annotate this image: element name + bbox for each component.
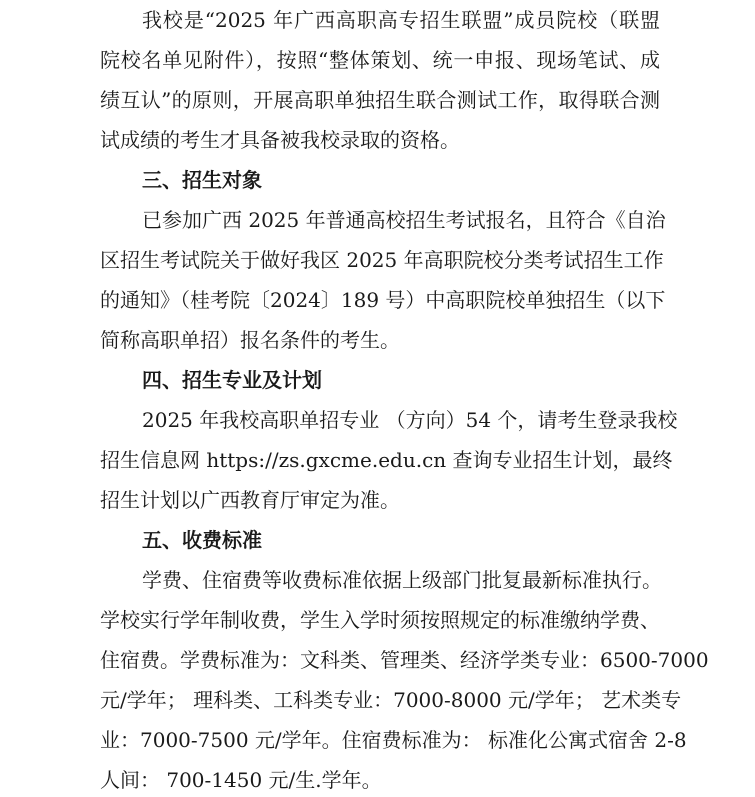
- section3-line-4: 简称高职单招）报名条件的考生。: [100, 328, 400, 352]
- section-heading-enrollment-target: 三、招生对象: [142, 168, 262, 192]
- section3-line-2: 区招生考试院关于做好我区 2025 年高职院校分类考试招生工作: [100, 248, 664, 272]
- section3-line-1: 已参加广西 2025 年普通高校招生考试报名，且符合《自治: [142, 208, 666, 232]
- section3-line-3: 的通知》（桂考院〔2024〕189 号）中高职院校单独招生（以下: [100, 288, 666, 312]
- section5-line-4: 元/学年； 理科类、工科类专业：7000-8000 元/学年； 艺术类专: [100, 688, 682, 712]
- section-heading-majors-and-plan: 四、招生专业及计划: [142, 368, 322, 392]
- section5-line-1: 学费、住宿费等收费标准依据上级部门批复最新标准执行。: [142, 568, 662, 592]
- intro-line-2: 院校名单见附件），按照“整体策划、统一申报、现场笔试、成: [100, 48, 660, 72]
- section5-line-3: 住宿费。学费标准为：文科类、管理类、经济学类专业：6500-7000: [100, 648, 709, 672]
- section4-line-3: 招生计划以广西教育厅审定为准。: [100, 488, 400, 512]
- section4-line-1: 2025 年我校高职单招专业 （方向）54 个，请考生登录我校: [142, 408, 678, 432]
- intro-line-1: 我校是“2025 年广西高职高专招生联盟”成员院校（联盟: [142, 8, 660, 32]
- section5-line-6: 人间： 700-1450 元/生.学年。: [100, 768, 382, 792]
- section-heading-fee-standards: 五、收费标准: [142, 528, 262, 552]
- intro-line-4: 试成绩的考生才具备被我校录取的资格。: [100, 128, 460, 152]
- intro-line-3: 绩互认”的原则，开展高职单独招生联合测试工作，取得联合测: [100, 88, 660, 112]
- section4-line-2: 招生信息网 https://zs.gxcme.edu.cn 查询专业招生计划，最终: [100, 448, 673, 472]
- section5-line-5: 业：7000-7500 元/学年。住宿费标准为： 标准化公寓式宿舍 2-8: [100, 728, 687, 752]
- section5-line-2: 学校实行学年制收费，学生入学时须按照规定的标准缴纳学费、: [100, 608, 660, 632]
